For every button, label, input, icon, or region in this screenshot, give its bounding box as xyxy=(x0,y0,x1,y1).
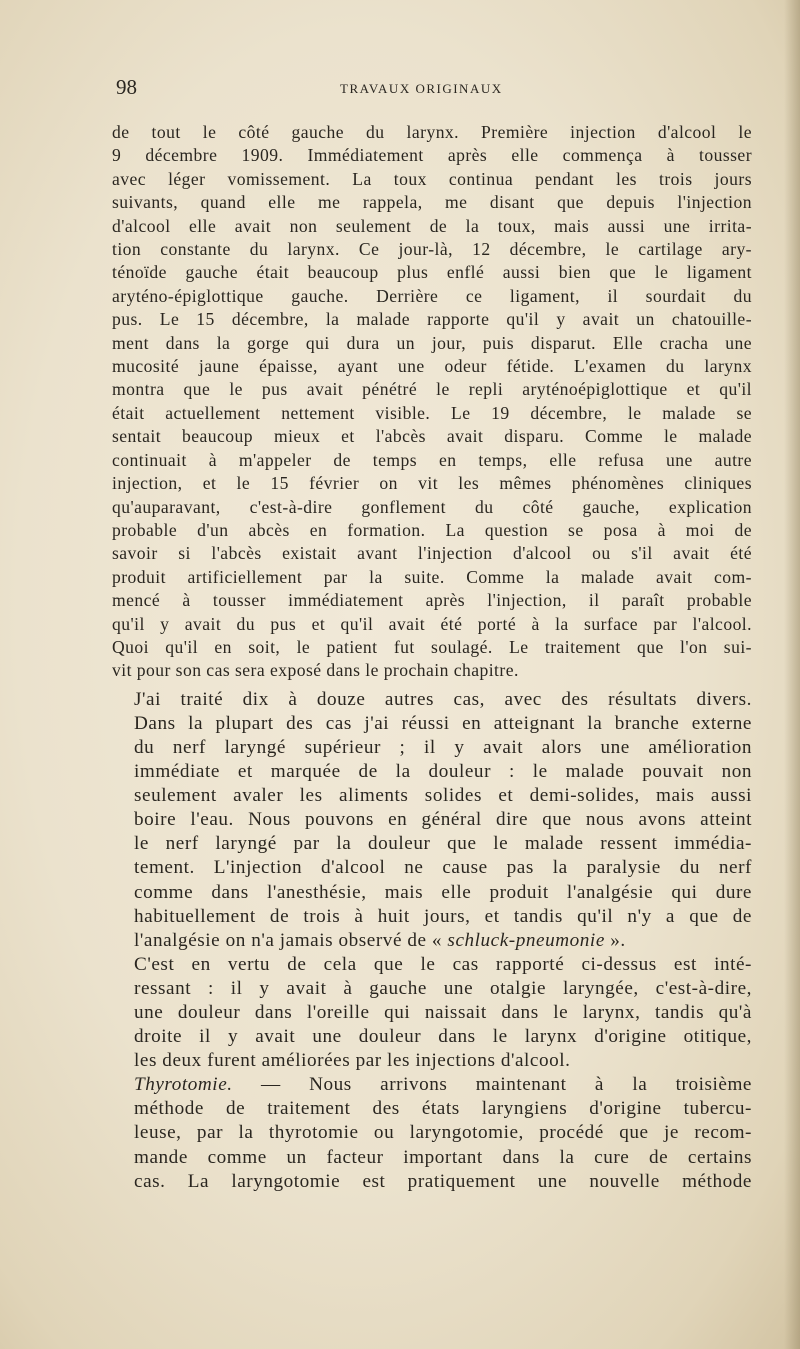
text-line: du nerf laryngé supérieur ; il y avait alors une amélioration xyxy=(134,736,752,758)
paragraph-otalgia xyxy=(112,953,752,1073)
running-title: TRAVAUX ORIGINAUX xyxy=(340,81,503,96)
text-line: ment dans la gorge qui dura un jour, puis disparut. Elle cracha une xyxy=(112,332,752,353)
text-line: le nerf laryngé par la douleur que le malade ressent immédia- xyxy=(134,833,752,855)
text-line: tement. L'injection d'alcool ne cause pas la paralysie du nerf xyxy=(134,857,752,879)
text-fragment: ». xyxy=(604,929,626,951)
text-line: vit pour son cas sera exposé dans le prochain chapitre. xyxy=(112,660,519,681)
text-line: montra que le pus avait pénétré le repli aryténoépiglottique et qu'il xyxy=(112,379,752,400)
paragraph-other-cases xyxy=(112,688,752,953)
text-line: suivants, quand elle me rappela, me disant que depuis l'injection xyxy=(112,192,752,213)
text-line: produit artificiellement par la suite. Comme la malade avait com- xyxy=(112,566,752,587)
page-header xyxy=(112,74,712,104)
text-fragment: — Nous arrivons maintenant à la troisième xyxy=(232,1074,752,1096)
text-line: injection, et le 15 février on vit les mêmes phénomènes cliniques xyxy=(112,473,752,494)
body-text xyxy=(112,121,752,1194)
text-line: cas. La laryngotomie est pratiquement une nouvelle méthode xyxy=(134,1170,752,1192)
text-line: sentait beaucoup mieux et l'abcès avait disparu. Comme le malade xyxy=(112,426,752,447)
text-line: 9 décembre 1909. Immédiatement après elle commença à tousser xyxy=(112,145,752,166)
text-line: C'est en vertu de cela que le cas rapporté ci-dessus est inté- xyxy=(134,953,752,975)
text-line xyxy=(112,929,752,953)
text-line: savoir si l'abcès existait avant l'injection d'alcool ou s'il avait été xyxy=(112,543,752,564)
text-line: mucosité jaune épaisse, ayant une odeur fétide. L'examen du larynx xyxy=(112,356,752,377)
paragraph-case-report xyxy=(112,121,752,683)
text-line: mande comme un facteur important dans la cure de certains xyxy=(134,1146,752,1168)
text-line: ressant : il y avait à gauche une otalgie laryngée, c'est-à-dire, xyxy=(134,977,752,999)
text-line: était actuellement nettement visible. Le 19 décembre, le malade se xyxy=(112,402,752,423)
text-line: de tout le côté gauche du larynx. Première injection d'alcool le xyxy=(112,122,752,142)
text-line: tion constante du larynx. Ce jour-là, 12 décembre, le cartilage ary- xyxy=(112,239,752,260)
text-line: boire l'eau. Nous pouvons en général dire que nous avons atteint xyxy=(134,809,752,831)
italic-term: schluck-pneumonie xyxy=(447,929,605,951)
text-line: immédiate et marquée de la douleur : le malade pouvait non xyxy=(134,761,752,783)
text-line: Quoi qu'il en soit, le patient fut soulagé. Le traitement que l'on sui- xyxy=(112,636,752,657)
text-line: qu'auparavant, c'est-à-dire gonflement du côté gauche, explication xyxy=(112,496,752,517)
text-line: droite il y avait une douleur dans le larynx d'origine otitique, xyxy=(134,1026,752,1048)
text-fragment: l'analgésie on n'a jamais observé de « xyxy=(134,929,448,951)
text-line: qu'il y avait du pus et qu'il avait été porté à la surface par l'alcool. xyxy=(112,613,752,634)
text-line xyxy=(112,1073,752,1097)
text-line: comme dans l'anesthésie, mais elle produit l'analgésie qui dure xyxy=(134,881,752,903)
text-line: pus. Le 15 décembre, la malade rapporte qu'il y avait un chatouille- xyxy=(112,309,752,330)
text-line: J'ai traité dix à douze autres cas, avec des résultats divers. xyxy=(134,688,752,710)
text-line: d'alcool elle avait non seulement de la toux, mais aussi une irrita- xyxy=(112,215,752,236)
paragraph-thyrotomie xyxy=(112,1073,752,1193)
page-number: 98 xyxy=(116,75,137,99)
text-line: continuait à m'appeler de temps en temps, elle refusa une autre xyxy=(112,449,752,470)
text-line: Dans la plupart des cas j'ai réussi en atteignant la branche externe xyxy=(134,712,752,734)
text-line: habituellement de trois à huit jours, et tandis qu'il n'y a que de xyxy=(134,905,752,927)
text-line: seulement avaler les aliments solides et demi-solides, mais aussi xyxy=(134,785,752,807)
text-line: probable d'un abcès en formation. La question se posa à moi de xyxy=(112,519,752,540)
text-line: ténoïde gauche était beaucoup plus enflé aussi bien que le ligament xyxy=(112,262,752,283)
text-line: aryténo-épiglottique gauche. Derrière ce ligament, il sourdait du xyxy=(112,285,752,306)
text-line: leuse, par la thyrotomie ou laryngotomie, procédé que je recom- xyxy=(134,1122,752,1144)
page-edge-shadow xyxy=(784,0,800,1349)
section-heading: Thyrotomie. xyxy=(134,1074,233,1096)
text-line: une douleur dans l'oreille qui naissait dans le larynx, tandis qu'à xyxy=(134,1001,752,1023)
text-line: avec léger vomissement. La toux continua pendant les trois jours xyxy=(112,168,752,189)
text-line: mencé à tousser immédiatement après l'injection, il paraît probable xyxy=(112,590,752,611)
text-line: les deux furent améliorées par les injections d'alcool. xyxy=(134,1050,571,1072)
text-line: méthode de traitement des états laryngiens d'origine tubercu- xyxy=(134,1098,752,1120)
